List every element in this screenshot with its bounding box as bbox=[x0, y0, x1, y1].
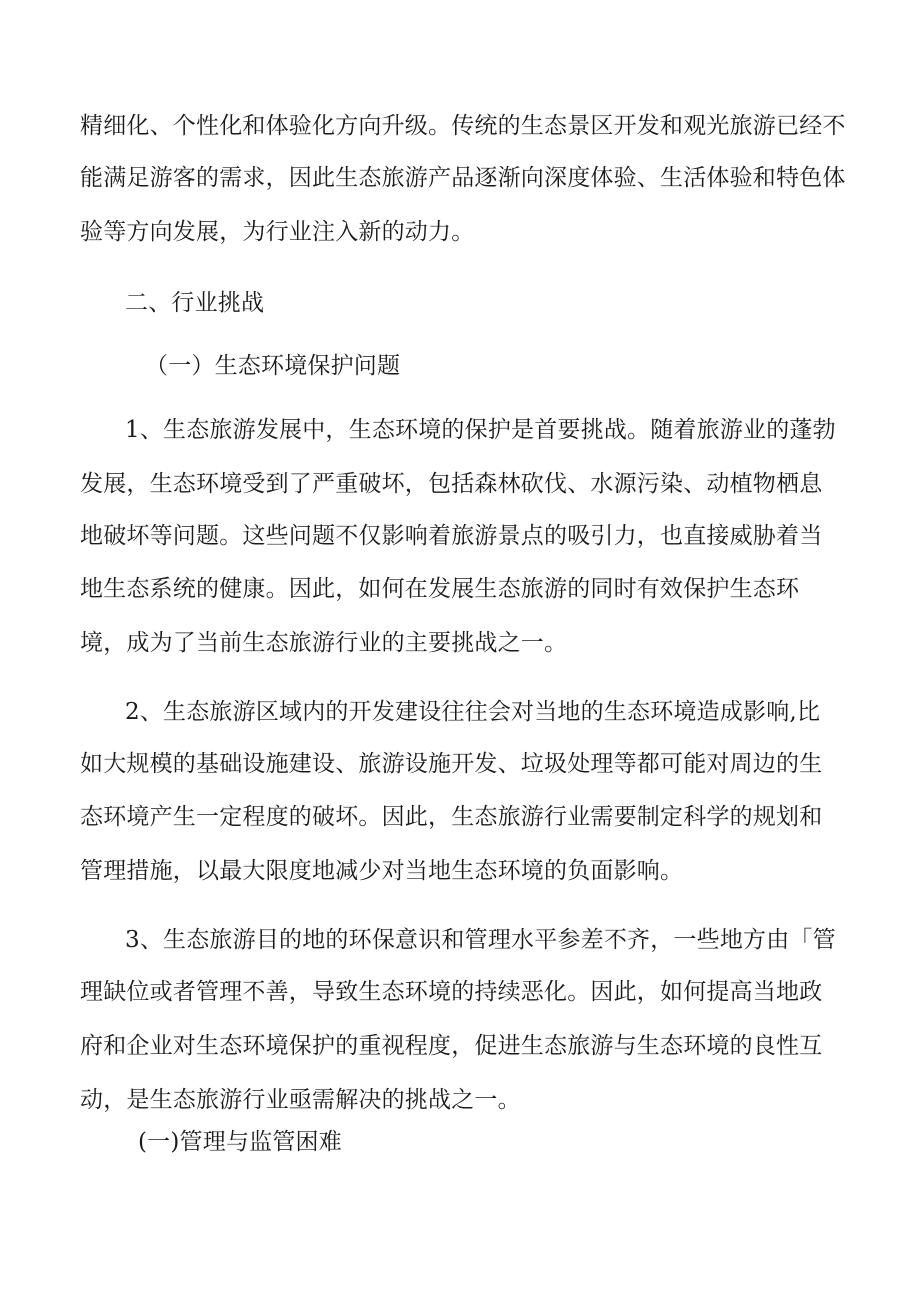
point-3-line-2: 理缺位或者管理不善，导致生态环境的持续恶化。因此，如何提高当地政 bbox=[80, 979, 823, 1005]
section-heading: 二、行业挑战 bbox=[125, 290, 265, 316]
point-3-line-4: 动，是生态旅游行业亟需解决的挑战之一。 bbox=[80, 1087, 521, 1113]
point-2-line-4: 管理措施，以最大限度地减少对当地生态环境的负面影响。 bbox=[80, 858, 684, 884]
subsection-heading-2: (一)管理与监管困难 bbox=[138, 1129, 342, 1155]
point-1-line-3: 地破坏等问题。这些问题不仅影响着旅游景点的吸引力，也直接威胁着当 bbox=[80, 523, 823, 549]
intro-line-3: 验等方向发展，为行业注入新的动力。 bbox=[80, 219, 475, 245]
point-3-line-1: 3、生态旅游目的地的环保意识和管理水平参差不齐，一些地方由「管 bbox=[125, 927, 836, 953]
point-2-line-1: 2、生态旅游区域内的开发建设往往会对当地的生态环境造成影响,比 bbox=[125, 699, 821, 725]
point-1-line-2: 发展，生态环境受到了严重破坏，包括森林砍伐、水源污染、动植物栖息 bbox=[80, 471, 823, 497]
subsection-heading-1: （一）生态环境保护问题 bbox=[145, 353, 401, 379]
point-2-line-2: 如大规模的基础设施建设、旅游设施开发、垃圾处理等都可能对周边的生 bbox=[80, 751, 823, 777]
point-2-line-3: 态环境产生一定程度的破坏。因此，生态旅游行业需要制定科学的规划和 bbox=[80, 804, 823, 830]
point-1-line-1: 1、生态旅游发展中，生态环境的保护是首要挑战。随着旅游业的蓬勃 bbox=[125, 417, 836, 443]
point-1-line-5: 境，成为了当前生态旅游行业的主要挑战之一。 bbox=[80, 630, 568, 656]
point-1-line-4: 地生态系统的健康。因此，如何在发展生态旅游的同时有效保护生态环 bbox=[80, 576, 800, 602]
point-3-line-3: 府和企业对生态环境保护的重视程度，促进生态旅游与生态环境的良性互 bbox=[80, 1033, 823, 1059]
intro-line-2: 能满足游客的需求，因此生态旅游产品逐渐向深度体验、生活体验和特色体 bbox=[80, 165, 846, 191]
intro-line-1: 精细化、个性化和体验化方向升级。传统的生态景区开发和观光旅游已经不 bbox=[80, 113, 846, 139]
